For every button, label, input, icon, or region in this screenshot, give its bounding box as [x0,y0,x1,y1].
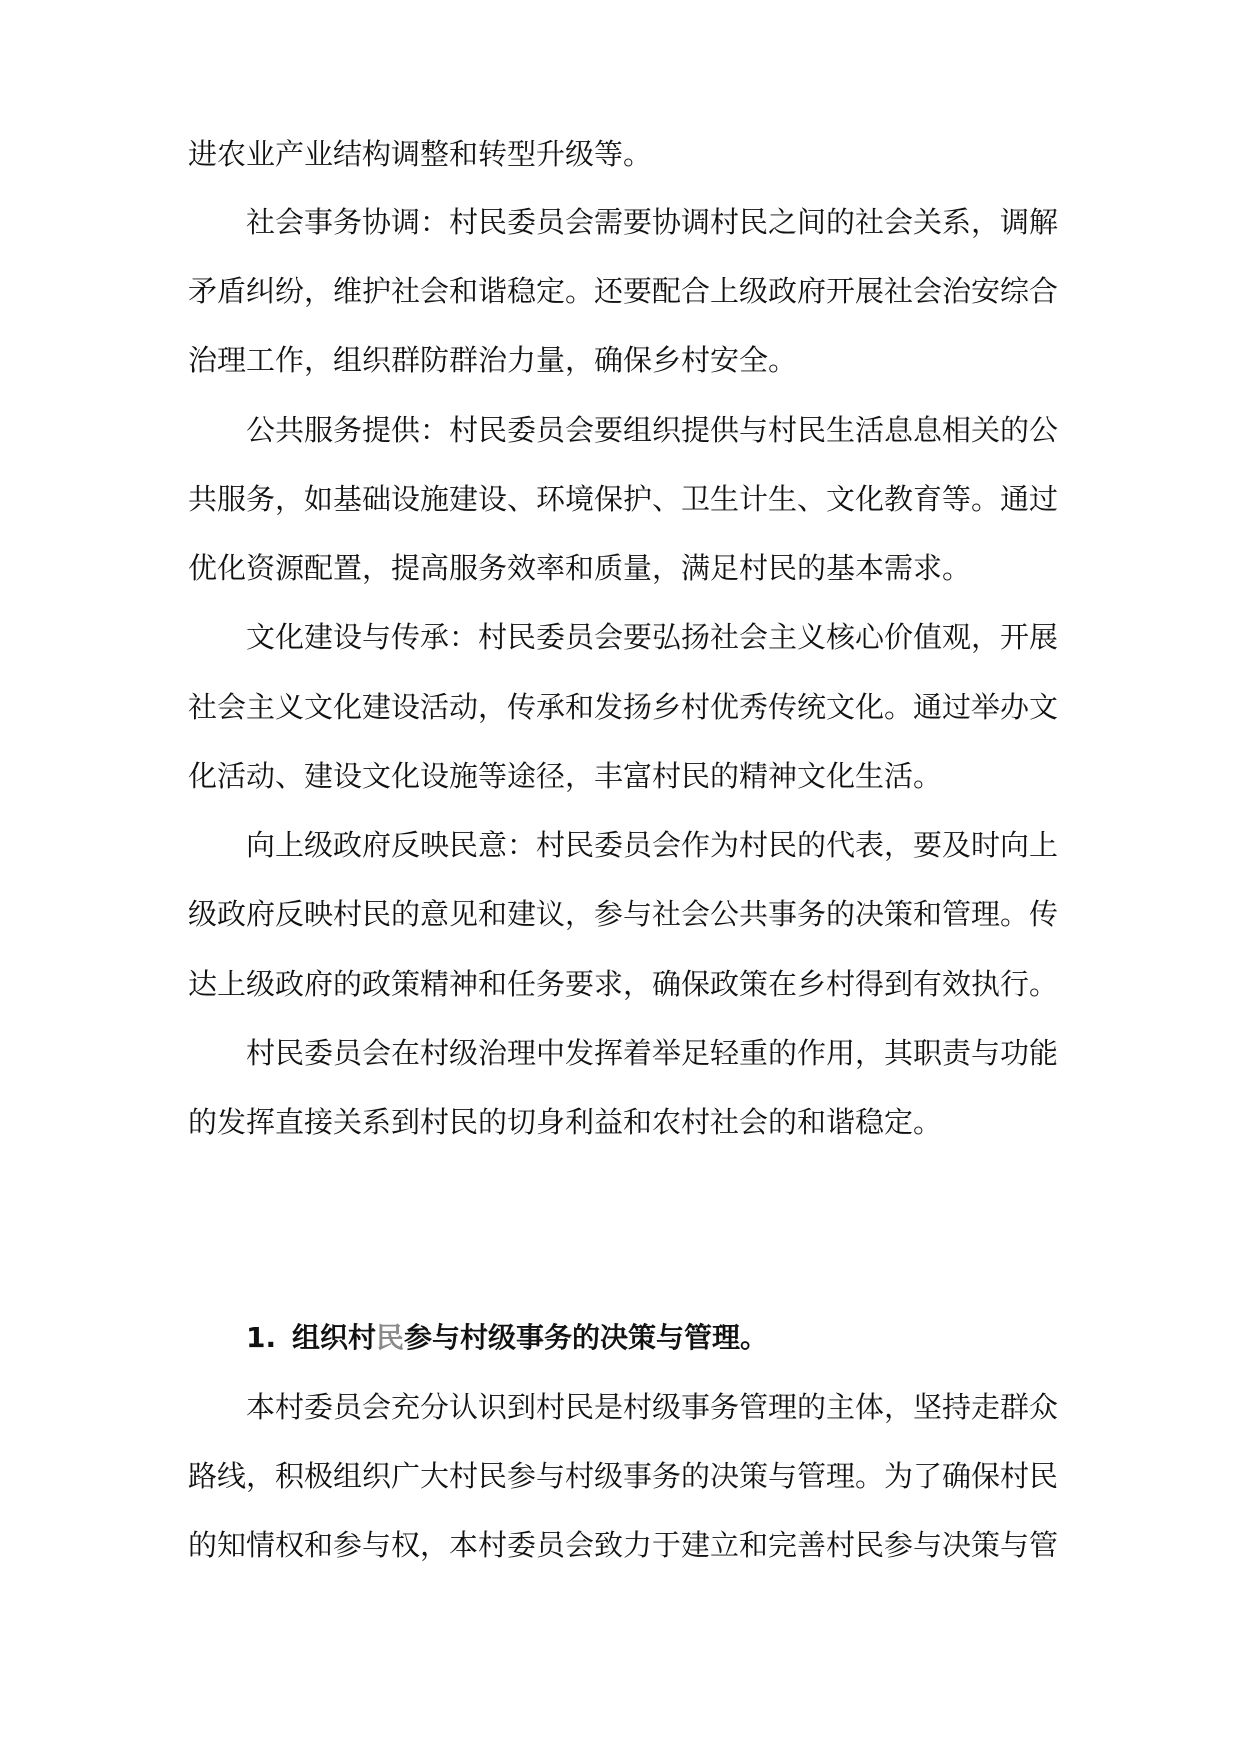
heading-number: 1. [246,1321,277,1354]
paragraph-line: 矛盾纠纷，维护社会和谐稳定。还要配合上级政府开展社会治安综合 [188,274,1058,308]
paragraph-line: 进农业产业结构调整和转型升级等。 [188,137,653,171]
paragraph-line: 本村委员会充分认识到村民是村级事务管理的主体，坚持走群众 [246,1390,1058,1424]
paragraph-line: 社会事务协调：村民委员会需要协调村民之间的社会关系，调解 [246,205,1058,239]
section-heading [246,1316,768,1360]
paragraph-line: 公共服务提供：村民委员会要组织提供与村民生活息息相关的公 [246,413,1058,447]
paragraph-line: 达上级政府的政策精神和任务要求，确保政策在乡村得到有效执行。 [188,967,1058,1001]
paragraph-line: 优化资源配置，提高服务效率和质量，满足村民的基本需求。 [188,551,972,585]
paragraph-line: 的发挥直接关系到村民的切身利益和农村社会的和谐稳定。 [188,1105,943,1139]
paragraph-line: 共服务，如基础设施建设、环境保护、卫生计生、文化教育等。通过 [188,482,1058,516]
paragraph-line: 级政府反映村民的意见和建议，参与社会公共事务的决策和管理。传 [188,897,1058,931]
paragraph-line: 社会主义文化建设活动，传承和发扬乡村优秀传统文化。通过举办文 [188,690,1058,724]
paragraph-line: 向上级政府反映民意：村民委员会作为村民的代表，要及时向上 [246,828,1058,862]
heading-text-rest: 参与村级事务的决策与管理。 [404,1321,769,1354]
paragraph-line: 化活动、建设文化设施等途径，丰富村民的精神文化生活。 [188,759,943,793]
paragraph-line: 的知情权和参与权，本村委员会致力于建立和完善村民参与决策与管 [188,1528,1058,1562]
paragraph-line: 村民委员会在村级治理中发挥着举足轻重的作用，其职责与功能 [246,1036,1058,1070]
paragraph-line: 路线，积极组织广大村民参与村级事务的决策与管理。为了确保村民 [188,1459,1058,1493]
paragraph-line: 治理工作，组织群防群治力量，确保乡村安全。 [188,343,798,377]
heading-text: 组织村 [292,1321,377,1354]
heading-text-faded: 民 [376,1321,405,1354]
paragraph-line: 文化建设与传承：村民委员会要弘扬社会主义核心价值观，开展 [246,620,1058,654]
